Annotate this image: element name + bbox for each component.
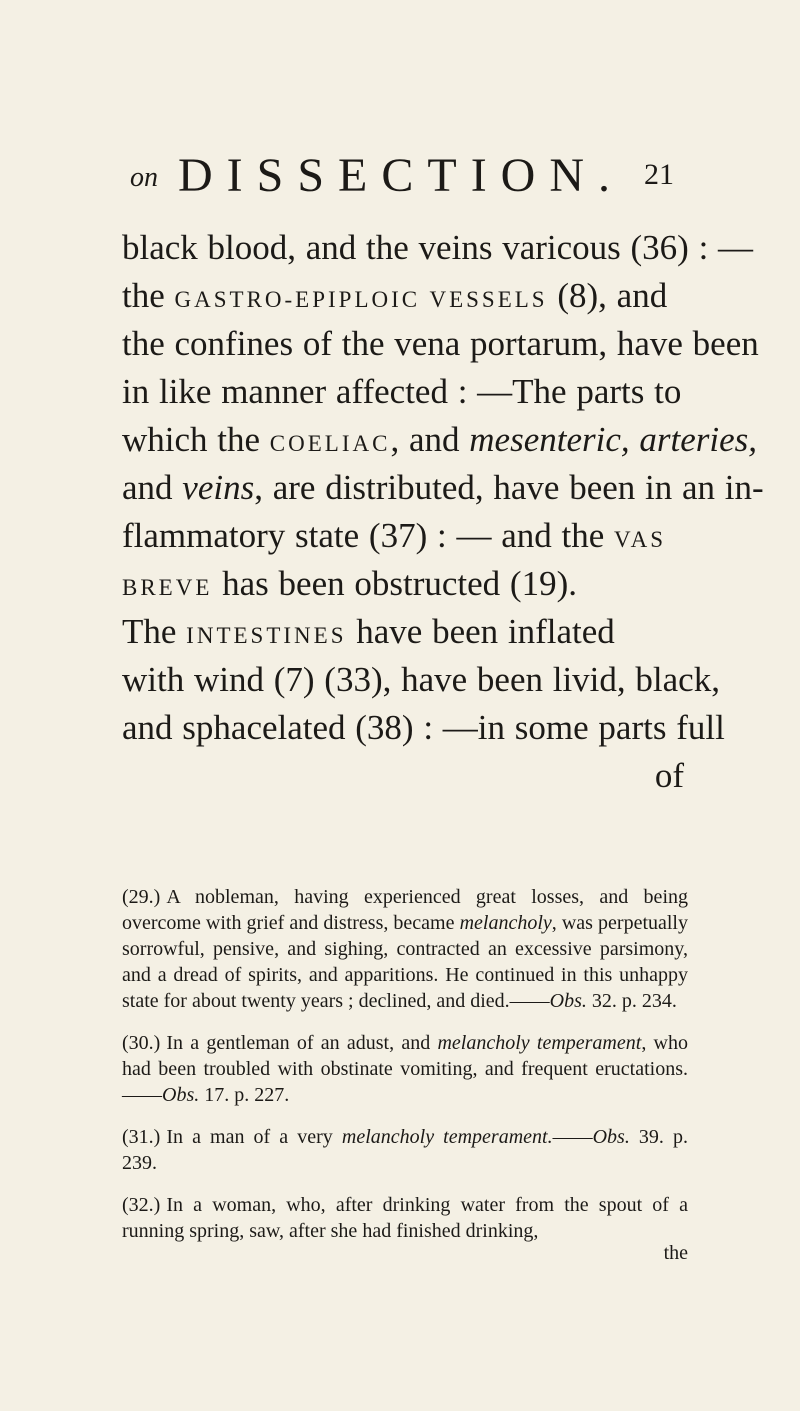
footnote-label: (32.)	[122, 1194, 161, 1216]
footnote: (30.) In a gentleman of an adust, and melancholy temperament, who had been troubled with obstinate vomiting, and frequent eructations.——Obs. 17. p. 227.	[122, 1032, 688, 1106]
text-line: in like manner affected : —The parts to	[122, 372, 682, 411]
footnote-label: (31.)	[122, 1126, 161, 1148]
page-number: 21	[644, 158, 674, 191]
footnotes	[122, 884, 688, 1266]
text-line: BREVE has been obstructed (19).	[122, 564, 577, 603]
footnote: (31.) In a man of a very melancholy temperament.——Obs. 39. p. 239.	[122, 1126, 689, 1174]
text-line: black blood, and the veins varicous (36) : —	[122, 228, 754, 267]
footnote-label: (29.)	[122, 886, 161, 908]
text-line: the confines of the vena portarum, have been	[122, 324, 759, 363]
header-prefix: on	[130, 162, 158, 193]
footnote-catchword: the	[663, 1242, 688, 1264]
footnote-label: (30.)	[122, 1032, 161, 1054]
running-header	[130, 148, 674, 202]
main-text	[122, 224, 764, 800]
page-title: DISSECTION.	[178, 149, 625, 202]
text-line: The INTESTINES have been inflated	[122, 612, 615, 651]
text-line: which the COELIAC, and mesenteric, arteries,	[122, 420, 757, 459]
text-line: and veins, are distributed, have been in an in-	[122, 468, 764, 507]
catchword: of	[654, 756, 684, 795]
footnote: (29.) A nobleman, having experienced great losses, and being overcome with grief and distress, became melancholy, was perpetually sorrowful, pensive, and sighing, contracted an excessive parsimony, and a dread of spirits, and apparitions. He continued in this unhappy state for about twenty years ; declined, and died.——Obs. 32. p. 234.	[122, 886, 688, 1012]
footnote: (32.) In a woman, who, after drinking water from the spout of a running spring, saw, after she had finished drinking, the	[122, 1194, 688, 1264]
text-line: flammatory state (37) : — and the VAS	[122, 516, 667, 555]
text-line: the GASTRO-EPIPLOIC VESSELS (8), and	[122, 276, 668, 315]
text-line: with wind (7) (33), have been livid, black,	[122, 660, 720, 699]
text-line: and sphacelated (38) : —in some parts full	[122, 708, 725, 747]
